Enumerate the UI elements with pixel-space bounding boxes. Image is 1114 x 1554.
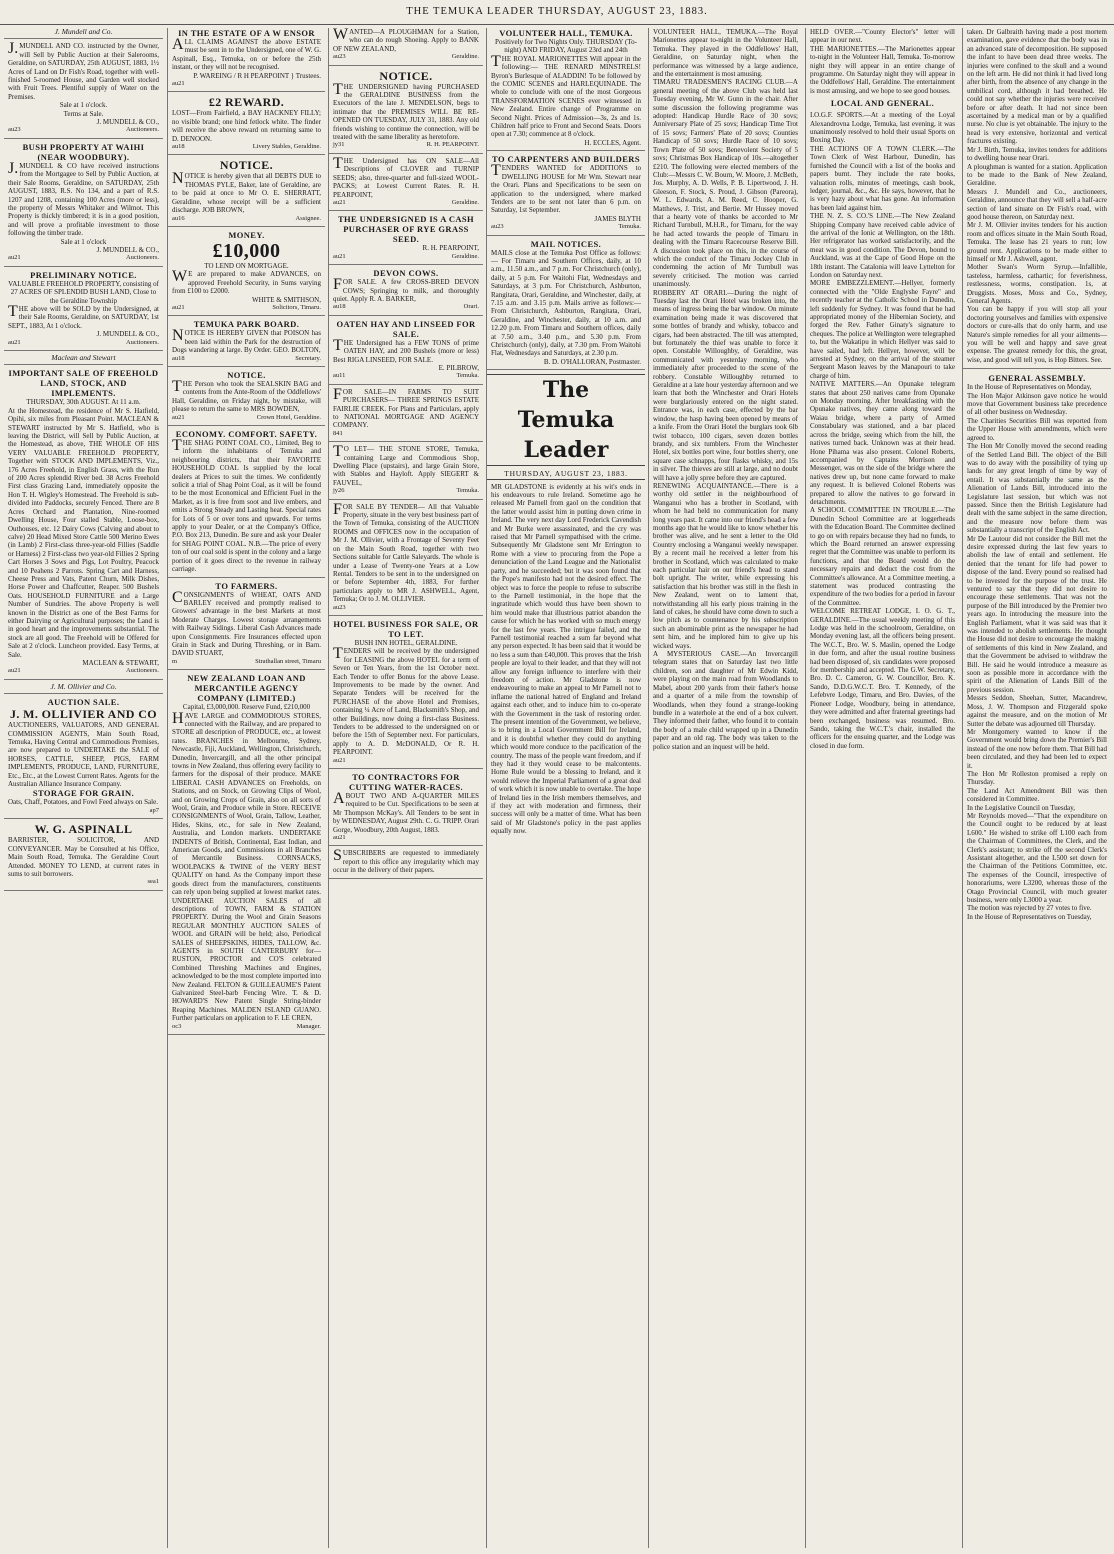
ad-footer — [333, 253, 479, 261]
news-paragraph: WELCOME RETREAT LODGE, I. O. G. T., GERALDINE.—The usual weekly meeting of this Lodge was held in the schoolroom, Geraldine, on Monday evening last, all the officers being present. The W.C.T., Bro. W. S. Maslin, opened the Lodge in due form, and after the usual routine business had been disposed of, six candidates were proposed for membership and accepted. The G.W. Secretary, Bro. D. C. Cameron, G. W. Councillor, Bro. K. Sando, D.D.G.W.C.T. Bro. T. Kennedy, of the Lefebvre Lodge, Timaru, and Bro. Davies, of the Pioneer Lodge, Woodbury, being in attendance, they were admitted and after fraternal greetings had been exchanged, business was resumed. Bro. Sando, taking the W.C.T.'s chair, installed the officers for the ensuing quarter, and the Lodge was closed in due form. — [810, 607, 955, 750]
ad-body: THE Undersigned has ON SALE—All Descriptions of CLOVER and TURNIP SEEDS; also, three-quarter and full-sized WOOL-PACKS; at Lowest Current Rates. R. H. PEARPOINT, — [333, 154, 479, 199]
ad-title: IMPORTANT SALE OF FREEHOLD LAND, STOCK, AND IMPLEMENTS. — [8, 368, 159, 399]
ad-body: ABOUT TWO AND A-QUARTER MILES required to be Cut. Specifications to be seen at Mr Thompson McKay's. All Tenders to be sent in by WEDNESDAY, August 29th. C. G. TRIPP. Orari Gorge, Woodbury, 20th August, 1883. — [333, 790, 479, 834]
ad-role: Geraldine. — [451, 252, 479, 260]
ad-code: au23 — [333, 603, 346, 611]
column-2 — [167, 28, 325, 1548]
ad-body: WANTED—A PLOUGHMAN for a Station, who can do rough Shoeing. Apply to BANK OF NEW ZEALAND, — [333, 28, 479, 53]
ad-body: TENDERS will be received by the undersigned for LEASING the above HOTEL for a term of Seven or Ten Years, from the 1st October next. Each Tender to offer Bonus for the above Lease. Improvements to be made by the owner. And Separate Tenders will be received for the PURCHASE of the above Hotel and Premises, containing ¼ Acre of Land, Blacksmith's Shop, and other Buildings, now doing a first-class Business. Tenders to be addressed to the undersigned on or before the 15th of September next. For particulars, apply to A. D. McDONALD, Or R. H. PEARPOINT. — [333, 645, 479, 757]
news-paragraph: In the House of Representatives on Monday, — [967, 383, 1092, 392]
ad-role: Temuka. — [456, 487, 479, 495]
ad-code: au23 — [8, 126, 21, 134]
ad-code: au18 — [333, 303, 346, 311]
ad-footer — [172, 414, 321, 422]
ad-code: au23 — [491, 223, 504, 231]
ad-body: FOR SALE—IN FARMS TO SUIT PURCHASERS— THREE SPRINGS ESTATE FAIRLIE CREEK. For Plans and Particulars, apply to NATIONAL MORTGAGE AND AGENCY COMPANY. — [333, 385, 479, 430]
advertisement — [329, 69, 483, 154]
news-paragraph: THE N. Z. S. CO.'S LINE.—The New Zealand Shipping Company have received cable advice of the arrival of the Ionic at Wellington, on the 18th. Her refrigerator has worked satisfactorily, and the meat was in good condition. The Devon, bound to Auckland, was at the Cape of Good Hope on the 18th instant. The Catalonia will leave Lyttelton for London on Saturday next. — [810, 212, 955, 279]
advertisement — [168, 429, 325, 578]
ad-title: TO CARPENTERS AND BUILDERS — [492, 154, 640, 165]
ad-title: OATEN HAY AND LINSEED FOR SALE. — [336, 318, 476, 339]
ad-body: CONSIGNMENTS of WHEAT, OATS AND BARLEY received and promptly realised to Growers' advantage in the best Markets at most Moderate Charges. Lowest storage arrangements with Railway Sidings. Liberal Cash Advances made upon Consignments. Fire Insurances effected upon Grain in Stack and During Threshing, or in Barn. DAVID STUART, — [172, 588, 321, 658]
ad-body: ALL CLAIMS AGAINST the above ESTATE must be sent in to the Undersigned, one of W. G. Aspinall, Esq., Temuka, on or before the 25th instant, or they will not be recognised. — [172, 36, 321, 72]
advertisement — [329, 214, 483, 265]
ad-signature: R. H. PEARPOINT, — [422, 244, 479, 253]
ad-title: NEW ZEALAND LOAN AND MERCANTILE AGENCY COMPANY (LIMITED.) — [187, 673, 306, 704]
news-paragraph: NATIVE MATTERS.—An Opunake telegram states that about 250 natives came from Opunake on Monday morning. After breakfasting with the Opunake natives, they came along toward the Waiau bridge, where a party of Armed Constabulary was stationed, and a bar placed across the bridge, seeing which from the hill, the natives turned back. Unknown was at their head. Hone Pihama was also present. Colonel Roberts, accompanied by Captains Morrison and Messenger, was on the side of the bridge where the natives drew up, but none came forward to make any request. It is believed Colonel Roberts was prepared to allow the natives to go forward in detachments. — [810, 380, 955, 506]
ad-body: TENDERS WANTED for ADDITIONS to DWELLING HOUSE for Mr Wm. Stewart near the Orari. Plans and Specifications to be seen on application to the undersigned, where marked Tenders are to be sent not later than 6 p.m. on Saturday, 1st September. — [491, 162, 641, 215]
ad-name: W. G. ASPINALL — [34, 822, 133, 837]
ad-footer — [333, 53, 479, 61]
ad-footer — [172, 80, 321, 88]
ad-title: £2 REWARD. — [208, 95, 285, 110]
news-paragraph: MORE EMBEZZLEMENT.—Hellyer, formerly connected with the "Olde Englyshe Fayre" and recently teacher at the Catholic School in Dunedin, left suddenly for Sydney. It was found that he had appropriated money of the Hibernian Society, and forged the Rev. Father Ginaty's signature to cheques. The police at Wellington were telegraphed to, but the Wakatipu in which Hellyer was said to have sailed, had left. Hellyer, however, will be arrested at Sydney, on the arrival of the steamer Sergeant Mason leaves by the Manapouri to take charge of him. — [810, 279, 955, 380]
ad-code: au21 — [333, 756, 346, 764]
news-paragraph: Messrs J. Mundell and Co., auctioneers, Geraldine, announce that they will sell a half-acre section of land situate on Dr Fish's road, with good house thereon, on Saturday next. — [967, 187, 1107, 221]
ad-body: HAVE LARGE and COMMODIOUS STORES, connected with the Railway, and are prepared to STORE all description of PRODUCE, etc., at lowest rates. BRANCHES in Melbourne, Sydney, Newcastle, Fiji, Auckland, Wellington, Christchurch, Dunedin, Invercargill, and all the other principal towns in New Zealand, thus offering every facility to farmers for the disposal of their produce. MAKE LIBERAL CASH ADVANCES on Freeholds, on Stations, and on Stock, on Growing Clips of Wool, and on Growing Crops of Grain, also on all sorts of Wool, Grain, and Produce while in Store. RECEIVE CONSIGNMENTS of Wool, Grain, Tallow, Leather, Hides, Skins, etc., for sale in New Zealand, Australia, and London markets. UNDERTAKE INDENTS of British, Continental, East Indian, and American Goods, and Commissions in all Branches of Mercantile Business. CORNSACKS, WOOLPACKS & TWINE of the VERY BEST QUALITY on hand. As the Company import these goods direct from the manufacturers, constituents can rely upon being supplied at lowest market rates. UNDERTAKE AUCTION SALES of all descriptions of TOWN, FARM & STATION PROPERTY. During the Wool and Grain Seasons REGULAR MONTHLY AUCTION SALES of WOOL and GRAIN will be held; also, Periodical SALES of SHEEPSKINS, HIDES, TALLOW, &c. AGENTS in SOUTH CANTERBURY for— RUSTON, PROCTOR and CO'S celebrated Combined Threshing Machines and Engines, acknowledged to be the most complete imported into New Zealand. FELTON & GUILLEAUME'S Patent Galvanized Steel-barb Fencing Wire. T. & D. HOWARD'S New Patent Single String-binder Reaping Machines. MALDEN ISLAND GUANO. Further particulars on application to F. LE CREN, — [172, 709, 321, 1023]
ad-title: TO CONTRACTORS FOR CUTTING WATER-RACES. — [349, 772, 463, 793]
ad-role: Crown Hotel, Geraldine. — [256, 413, 321, 421]
ad-body: SUBSCRIBERS are requested to immediately report to this office any irregularity which may occur in the delivery of their papers. — [333, 847, 479, 875]
ad-code: jy26 — [333, 487, 345, 495]
column-5 — [648, 28, 802, 1548]
news-paragraph: The Hon Mr Rolleston promised a reply on Thursday. — [967, 769, 1107, 787]
ad-code: au21 — [333, 198, 346, 206]
ad-title: ECONOMY. COMFORT. SAFETY. — [175, 429, 318, 439]
ad-note: Sale at 1 o'clock — [60, 237, 107, 246]
divider — [963, 368, 1111, 369]
ad-title: VOLUNTEER HALL, TEMUKA. — [499, 28, 633, 38]
news-paragraph: taken. Dr Galbraith having made a post mortem examination, gave evidence that the body was in an advanced state of decomposition. He supposed the infant to have been dead three weeks. The injuries were confined to the skull and a wound on the left arm. He did not think it had lived long after birth, from the absence of any change in the umbilical cord, although it had breathed. He could not say whether the injuries were received before or after death. It had not since been ascertained by a medical man or by a qualified nurse. No clue is yet obtainable. The injury to the head is very extensive, horizontal and vertical fractures existing. — [967, 28, 1107, 146]
ad-title: MAIL NOTICES. — [530, 238, 602, 249]
advertisement — [4, 822, 163, 890]
ad-code: ap7 — [149, 806, 159, 814]
ad-footer — [8, 254, 159, 262]
ad-signature: J. MUNDELL & CO., — [96, 330, 159, 339]
news-paragraph: Mr J. M. Ollivier invites tenders for his auction room and offices situate in the Main South Road, Temuka. The lease has 21 years to run; low ground rent. Applications to be made either to himself or Mr J. Ashwell, agent. — [967, 221, 1107, 263]
ad-body: TO LET— THE STONE STORE, Temuka, containing Large and Commodious Shop, Dwelling Place (upstairs), and large Grain Store, with Stables and Hayloft. Apply SIEGERT & FAUVEL, — [333, 443, 479, 487]
ad-code: au21 — [172, 413, 185, 421]
news-paragraph: Mother Swan's Worm Syrup.—Infallible, tasteless, harmless, cathartic; for feverishness, restlessness, worms, constipation. 1s, at Druggists. Moses, Moss and Co., Sydney, General Agents. — [967, 263, 1107, 305]
ad-title: IN THE ESTATE OF A W ENSOR — [178, 28, 315, 38]
news-paragraph: The Land Act Amendment Bill was then considered in Committee. — [967, 786, 1107, 804]
advertisement — [4, 697, 163, 819]
ad-code: 841 — [333, 429, 343, 437]
ad-code: oc3 — [172, 1022, 182, 1030]
ad-signature: E. PILBROW, — [438, 363, 479, 372]
ad-title: MONEY. — [228, 229, 265, 240]
news-paragraph: The Hon Major Atkinson gave notice he would move that Government business take precedence of all other business on Wednesday. — [967, 391, 1107, 417]
ad-footer — [8, 126, 159, 134]
advertisement — [168, 95, 325, 155]
ad-role: Auctioneers. — [125, 126, 159, 134]
ad-code: au21 — [172, 303, 185, 311]
news-paragraph: ROBBERY AT ORARI.—During the night of Tuesday last the Orari Hotel was broken into, the means of ingress being the bar window. On minute examination being made it was discovered that some bottles of brandy and whisky, tobacco and cigars, had been abstracted. The till was attempted, but fortunately the thief was unable to force it open. Constable Willoughby, of Geraldine, was communicated with yesterday morning, who immediately after proceeded to the scene of the robbery. Constable Willoughby returned to Geraldine at a late hour yesterday afternoon and we learn that both the Winchester and Orari Hotels were burglariously entered on the night stated. Entrance was, in each case, effected by the bar window, the hasp having been opened by means of a knife. From the Orari Hotel the burglars took 6lb twist tobacco, 100 cigars, seven dozen bottles brandy, and six tumblers. From the Winchester Hotel, six bottles port wine, four bottles sherry, one square case schnapps, four flasks whisky, and 15s in silver. The thieves are still at large, and no doubt will have a jolly spree before they are captured. — [653, 288, 798, 482]
advertisement — [329, 772, 483, 846]
ad-title: PRELIMINARY NOTICE. — [30, 269, 137, 280]
ad-footer — [172, 143, 321, 151]
ad-role: Strathallan street, Timaru — [255, 657, 321, 665]
ad-body: J.MUNDELL & CO have received instructions from the Mortgagee to Sell by Public Auction, at their Sale Rooms, Geraldine, on SATURDAY, 25th AUGUST, 1883, R.S. No 134, and a part of R.S. 1207 and 1208, containing 100 Acres (more or less), the property of Messrs Whitaker and Wilmot. This Property is thickly timbered; it is in a good position, and will prove a profitable investment to those following the timber trade. — [8, 159, 159, 238]
ad-subtitle: Positively for Two Nights Only. THURSDAY (To-night) AND FRIDAY, August 23rd and 24th — [495, 38, 637, 55]
ad-code: m — [172, 657, 178, 665]
ad-footer — [333, 487, 479, 495]
news-paragraph: A ploughman is wanted for a station. Application to be made to the Bank of New Zealand, Geraldine. — [967, 162, 1107, 188]
ad-role: Manager. — [296, 1022, 321, 1030]
ad-code: jy31 — [333, 141, 345, 149]
auctioneer-signature: J. M. Ollivier and Co. — [4, 683, 163, 694]
ad-title: NOTICE. — [227, 369, 266, 380]
ad-footer — [172, 304, 321, 312]
newspaper-nameplate: The Temuka Leader — [487, 374, 645, 466]
news-paragraph: A MYSTERIOUS CASE.—An Invercargill telegram states that on Saturday last two little children, son and daughter of Mr Edwin Kidd, were playing on the main road from Woodlands to Mabel, about 200 yards from their father's house and a quarter of a mile from the township of Woodlands, when they found a strange-looking bundle in a waterhole at the end of a box culvert. They informed their father, who found it to contain the body of a male child wrapped up in a Dunedin paper and an old rag. The body was taken to the police station and an inquest will be held. — [653, 650, 798, 751]
ad-note: Sale at 1 o'clock. — [59, 101, 108, 110]
ad-footer — [172, 658, 321, 666]
ad-code: au21 — [333, 834, 346, 842]
ad-body: FOR SALE. A few CROSS-BRED DEVON COWS; Springing to milk, and thoroughly quiet. Apply R. A. BARKER, — [333, 276, 479, 303]
column-7 — [962, 28, 1111, 1548]
ad-role: Temuka. — [618, 223, 641, 231]
column-3 — [328, 28, 483, 1548]
advertisement — [168, 370, 325, 426]
ad-footer — [172, 1023, 321, 1031]
news-paragraph: I.O.G.F. SPORTS.—At a meeting of the Loyal Alexandrovna Lodge, Temuka, last evening, it was unanimously resolved to hold their usual Sports on Boxing Day. — [810, 111, 955, 145]
ad-footer — [333, 604, 479, 612]
advertisement — [4, 42, 163, 138]
leading-article: MR GLADSTONE is evidently at his wit's ends in his endeavours to rule Ireland. Sometime ago he released Mr Parnell from gaol on the condition that the latter would assist him in putting down crime in Ireland. The very next day Lord Frederick Cavendish and Mr Burke were assassinated, and the cry was raised that Mr Parnell sympathised with the crime. Subsequently Mr Gladstone sent Mr Errington to Rome with a view to procuring from the Pope a denunciation of the Land League and the Nationalist party, and he succeeded; but it was soon found that the Pope's manifesto had not the desired effect. The object was to force the people to refuse to subscribe to the Parnell testimonial, in the hope that the ingratitude which would thus have been shown to him would make that illustrious patriot abandon the cause for which he has worked with so much energy for the last few years. The intrigue failed, and the Parnell testimonial reached a sum far beyond what any person expected. It has been said that it would be no less a sum than £40,000. This proves that the Irish people are loyal to their leader, and that they will not allow any foreign influence to interfere with their freedom of action. Mr Gladstone is now endeavouring to make an appeal to Mr Parnell not to inflame the national hatred of England and Ireland against each other, and to induce him to co-operate with the Government in the task of restoring order. The present intention of the Government, we believe, is to bring in a Local Government Bill for Ireland, and it is doubtful whether they could do anything which would more conduce to the pacification of the country. The mass of the people want freedom, and if they had it they would cease to be malcontents. Home Rule would be a blessing to Ireland, and it would relieve the Imperial Parliament of a great deal of work which it is now unable to overtake. The hope of Ireland lies in the Irish members themselves, and if they act with moderation and firmness, their success will only be a matter of time. What has been said of Mr Gladstone's policy in the past applies equally now. — [491, 482, 641, 836]
auctioneer-signature: Maclean and Stewart — [4, 354, 163, 365]
issue-dateline: THURSDAY, AUGUST 23, 1883. — [487, 470, 645, 479]
ad-code: au23 — [333, 53, 346, 61]
ad-title: TO FARMERS. — [215, 580, 278, 591]
ad-code: au21 — [8, 667, 21, 675]
advertisement — [329, 319, 483, 385]
ad-footer — [333, 757, 479, 765]
ad-title: AUCTION SALE. — [47, 697, 120, 708]
column-6 — [805, 28, 959, 1548]
ad-code: au18 — [172, 143, 185, 151]
ad-body: J.MUNDELL AND CO. instructed by the Owner, will Sell by Public Auction at their Salerooms, Geraldine, on SATURDAY, 25th AUGUST, 1883, 1½ Acres of Land on Dr Fish's Road, together with well-finished 5-roomed House, and Garden well stocked with Fruit Trees. Plentiful supply of Water on the Premises. — [8, 40, 159, 101]
ad-code: au11 — [333, 372, 346, 380]
ad-role: Orari. — [463, 303, 479, 311]
ad-subtitle: VALUABLE FREEHOLD PROPERTY, consisting of 27 ACRES OF SPLENDID BUSH LAND, Close to the Geraldine Township — [8, 279, 159, 305]
advertisement — [329, 385, 483, 442]
ad-code: au21 — [8, 338, 21, 346]
news-paragraph: TIMARU TRADESMEN'S RACING CLUB.—A general meeting of the above Club was held last Tuesday evening, Mr W. Gunn in the chair. After some discussion the following programme was adopted: Handicap Hurdle Race of 30 sovs; Anniversary Plate of 25 sovs; Handicap Time Trot of 15 sovs; Farmers' Plate of 20 sovs; Counties Handicap of 50 sovs; Hurdle Race of 10 sovs; Town Plate of 50 sovs; Benevolent Society of 5 sovs; Christmas Box Handicap of 10s.—altogether £210. The following were elected members of the Club:—Messrs C. W. Bourn, W. Moore, J. McBeth, Jos. Murphy, A. D. Wells, P. B. Lipertwood, J. H. Gleeson, F. Stock, S. Proud, J. Gibson (Pareora), W. L. Edwards, A. M. Reed, C. Hooper, G. Matthews, J. Trist, and Bertie. Mr Hussey moved that a hearty vote of thanks be accorded to Mr Richard Turnbull, M.H.R., for Timaru, for the way he had acted towards the people of Timaru in dealing with the Timaru Racecourse Reserve Bill. A discussion took place on this, in the course of which the conduct of the Timaru Jockey Club in condemning the action of Mr Turnbull was severely criticised. The motion was carried unanimously. — [653, 78, 798, 289]
ad-subtitle: BUSH INN HOTEL, GERALDINE. — [354, 638, 458, 647]
ad-footer — [333, 372, 479, 380]
section-heading: GENERAL ASSEMBLY. — [988, 373, 1086, 384]
ad-signature: B. D. O'HALLORAN, Postmaster. — [543, 357, 641, 366]
ad-signature: H. ECCLES, Agent. — [584, 138, 641, 147]
advertisement — [168, 581, 325, 671]
ad-signature: J. MUNDELL & CO., — [96, 118, 159, 127]
ad-role: Solicitors, Timaru. — [272, 303, 321, 311]
ad-body: THE Undersigned has a FEW TONS of prime OATEN HAY, and 200 Bushels (more or less) Best RIGA LINSEED, FOR SALE. — [333, 336, 479, 364]
news-paragraph: THE ACTIONS OF A TOWN CLERK.—The Town Clerk of West Harbour, Dunedin, has furnished the Council with a list of the books and papers burnt. They include the rate books, valuation rolls, minutes of meetings, cash book, ledger, journal, &c., &c. He says, however, that he is very hazy about what has gone. An information has been laid against him. — [810, 144, 955, 212]
advertisement — [168, 319, 325, 367]
news-paragraph: In the House of Representatives on Tuesday, — [967, 912, 1092, 921]
news-paragraph: The motion was rejected by 27 votes to five. — [967, 904, 1092, 913]
news-paragraph: Messrs Seddon, Sheehan, Sutter, Macandrew, Moss, J. W. Thompson and Fitzgerald spoke against the measure, and on the motion of Mr Sutter the debate was adjourned till Thursday. — [967, 694, 1107, 728]
advertisement — [168, 230, 325, 316]
ad-footer — [333, 303, 479, 311]
ad-title: DEVON COWS. — [373, 268, 439, 279]
ad-body: THE UNDERSIGNED having PURCHASED the GERALDINE BUSINESS from the Executors of the late J. MENDELSON, begs to intimate that the PREMISES WILL BE RE-OPENED ON TUESDAY, JULY 31, 1883. Any old friends wishing to continue the connection, will be treated with the same liberality as heretofore. — [333, 80, 479, 142]
advertisement — [329, 28, 483, 66]
ad-signature: MACLEAN & STEWART, — [82, 659, 159, 667]
ad-date: THURSDAY, 30th AUGUST. At 11 a.m. — [26, 398, 141, 407]
advertisement — [487, 239, 645, 371]
ad-body: At the Homestead, the residence of Mr S. Hatfield, Opihi, six miles from Pleasant Point. MACLEAN & STEWART instructed by Mr S. Hatfield, who is leaving the District, will Sell by Public Auction, at the Homestead, as above, THE WHOLE OF HIS VERY VALUABLE FREEHOLD PROPERTY, Together with STOCK AND IMPLEMENTS, Viz., 176 Acres Freehold, in English Grass, with the Run of 200 Acres splendid River bed. 38 Acres Freehold First class Grazing Land, immediately opposite the Hon T. H. Wigley's Homestead. The Freehold is sub-divided into Paddocks, securely Fenced. There are 8 Acres Orchard and Plantation, Nine-roomed Dwelling House, Four stalled Stable, Loose-box, Outhouses, etc. 12 Dairy Cows (Calving and about to calve) 20 Head Mixed Store Cattle 500 Merino Ewes (in Lamb) 2 First-class three-year-old Fillies (Saddle or Harness) 2 First-class two year-old Fillies 2 Spring Cart Horses 3 Sows and Pigs, Lot Poultry, Peacock and 10 Peahens 2 Parrots. Spring Cart and Harness, Cheese Press and Vats, Patent Churn, Milk Dishes, Horse Power and Chaffcutter, Reaper. 500 Bushels Oats. HOUSEHOLD FURNITURE and a Large Number of Sundries. The above Property is well known in the District as one of the Best Farms for either Dairying or Agricultural purposes; the Land is in good heart and the improvements substantial. The stock are all good. The Freehold will be Offered for Sale at 2 o'clock. Luncheon provided. Easy Terms, at Sale. — [8, 406, 159, 659]
ad-code: au16 — [172, 214, 185, 222]
ad-role: Livery Stables, Geraldine. — [252, 143, 321, 151]
ad-title: HOTEL BUSINESS FOR SALE, OR TO LET. — [333, 618, 479, 639]
ad-footer — [333, 141, 479, 149]
news-paragraph: RENEWING ACQUAINTANCE.—There is a worthy old settler in the neighbourhood of Wanganui who has a brother in Scotland, with whom he had held no communication for many long years past. It came into our friend's head a few months ago that he would like to know whether his brother was alive, and he sent a letter to the Old Country enclosing a Wanganui weekly newspaper. By a recent mail he received a letter from his brother in Scotland, which was calculated to make each particular hair on our friend's head to stand bolt upright. The writer, while expressing his satisfaction that his brother was still in the flesh in New Zealand, went on to lament that, notwithstanding all his early pious training in the land of cakes, he should have come down to such a low pitch as to countenance by his subscription such an abominable print as the newspaper he had sent him, and he implored him to give up his wicked ways. — [653, 481, 798, 650]
news-paragraph: The Charities Securities Bill was reported from the Upper House with amendments, which were agreed to. — [967, 416, 1107, 442]
auctioneer-signature: J. Mundell and Co. — [4, 28, 163, 39]
ad-signature: WHITE & SMITHSON, — [251, 295, 321, 304]
ad-body: THE ROYAL MARIONETTES Will appear in the following:— THE RENARD MINSTRELS! Byron's Burlesque of ALADDIN! To be followed by the COMIC SCENES and HARLEQUINADE. The whole to conclude with one of the most Gorgeous TRANSFORMATION SCENES ever witnessed in New Zealand. Entire change of Programme on Second Night. Prices of Admission—3s, 2s and 1s. Children half price to Front and Second Seats. Doors open at 7.30; commence at 8 o'clock. — [491, 52, 641, 139]
ad-signature: JAMES BLYTH — [594, 214, 641, 223]
ad-title: NOTICE. — [219, 158, 274, 173]
ad-body: LOST—From Fairfield, a BAY HACKNEY FILLY; no visible brand; one hind fetlock white. The finder will receive the above reward on returning same to D. DENOON. — [172, 109, 321, 143]
advertisement — [329, 154, 483, 211]
ad-footer — [333, 834, 479, 842]
page-masthead: THE TEMUKA LEADER THURSDAY, AUGUST 23, 1883. — [0, 0, 1114, 25]
advertisement — [329, 500, 483, 616]
ad-title: TEMUKA PARK BOARD. — [193, 319, 300, 330]
ad-footer — [8, 667, 159, 675]
column-4 — [486, 28, 645, 1548]
ad-role: Temuka. — [456, 372, 479, 380]
ad-body: THE SHAG POINT COAL CO., Limited, Beg to inform the inhabitants of Temuka and neighbouring districts, that their FAVORITE HOUSEHOLD COAL Is supplied by the local dealers at Prices to suit the times. We confidently solicit a trial of Shag Point Coal, as it will be found to be the most Economical and Efficient Fuel in the Market, as it is free from soot and live embers, and emits a Strong Steady and Lasting heat. Special rates for Lots of 5 or over tons and upwards. For terms apply to your Dealer, or at the Company's Office, P.O. Box 213, Dunedin. Be sure and ask your Dealer for SHAG POINT COAL. N.B.—The price of every ton of our coal sold is spent in the colony and a large portion of it goes direct to the revenue in railway carriage. — [172, 437, 321, 574]
ad-code: au21 — [172, 80, 185, 88]
ad-title: BUSH PROPERTY AT WAIHI (NEAR WOODBURY). — [22, 141, 145, 162]
news-paragraph: VOLUNTEER HALL, TEMUKA.—The Royal Marionettes appear to-night in the Volunteer Hall, Temuka. They played in the Oddfellows' Hall, Geraldine, on Saturday night, when the performance was witnessed by a large audience, and the entertainment is most amusing. — [653, 28, 798, 79]
ad-footer — [8, 807, 159, 815]
advertisement — [4, 142, 163, 267]
advertisement — [4, 368, 163, 679]
ad-name: J. M. OLLIVIER AND CO — [9, 707, 158, 722]
ad-title: NOTICE. — [379, 68, 433, 83]
ad-code: au21 — [8, 254, 21, 262]
ad-body: FOR SALE BY TENDER— All that Valuable Property, situate in the very best business part of the Town of Temuka, consisting of the AUCTION ROOMS and OFFICES now in the occupation of Mr J. M. Ollivier, with a Frontage of Seventy Feet on the Main South Road, together with two Sections suitable for Cattle Saleyards. The whole is under a Lease of Twenty-one Years at a Low Rental. Tenders to be sent in to the undersigned on or before September 4th, 1883, For further particulars apply to MR J. ASHWELL, Agent, Temuka; Or to J. M. OLLIVIER. — [333, 500, 479, 604]
news-paragraph: The Hon Mr Conolly moved the second reading of the Settled Land Bill. The object of the Bill was to do away with the possibility of tying up lands for any great length of time by way of entail. It was substantially the same as the Alienation of Lands Bill, introduced into the Legislature last session, but which was not passed. Since then the British Legislature had dealt with the same subject in the same direction, and the measure now before them was substantially a transcript of the English Act. — [967, 442, 1107, 535]
ad-body: THE above will be SOLD by the Undersigned, at their Sale Rooms, Geraldine, on SATURDAY, 1st SEPT., 1883, At 1 o'clock. — [8, 302, 159, 330]
news-paragraph: A SCHOOL COMMITTEE IN TROUBLE.—The Dunedin School Committee are at loggerheads with the Education Board. The Committee declined to go on with repairs because they had no funds, to which the Board returned an answer expressing regret that the Committee was unable to perform its functions, and that the Board would do the necessary repairs and deduct the cost from the Committee's allowance. At a Committee meeting, a statement was produced contrasting the expenditure of the two bodies for a period in favour of the Committee. — [810, 506, 955, 607]
ad-footer — [8, 878, 159, 886]
advertisement — [168, 158, 325, 226]
advertisement — [168, 673, 325, 1035]
ad-subtitle: Capital, £3,000,000. Reserve Fund, £210,000 — [182, 703, 311, 712]
news-paragraph: THE MARIONETTES.—The Marionettes appear to-night in the Volunteer Hall, Temuka. To-morrow night they will appear in an entire change of programme. On Saturday night they will appear in the Oddfellows' Hall, Geraldine. The entertainment is most amusing, and we hope to see good houses. — [810, 44, 955, 95]
advertisement — [487, 154, 645, 235]
advertisement — [487, 28, 645, 151]
ad-footer — [172, 355, 321, 363]
advertisement — [329, 619, 483, 769]
ad-role: Assignee. — [295, 214, 321, 222]
ad-title: THE UNDERSIGNED IS A CASH PURCHASER OF RYE GRASS SEED. — [337, 214, 475, 245]
advertisement — [4, 270, 163, 351]
ad-code: au21 — [333, 252, 346, 260]
column-1 — [4, 28, 163, 1548]
advertisement — [329, 268, 483, 316]
ad-amount: £10,000 — [212, 239, 281, 262]
ad-footer — [333, 430, 479, 438]
ad-footer — [491, 223, 641, 231]
ad-signature: P. WAREING / R H PEARPOINT } Trustees. — [193, 71, 321, 80]
ad-role: Secretary. — [295, 354, 321, 362]
ad-role: Auctioneers. — [125, 338, 159, 346]
ad-role: Geraldine. — [451, 198, 479, 206]
ad-terms: Terms at Sale. — [63, 109, 104, 118]
ad-role: Geraldine. — [451, 53, 479, 61]
ad-subtitle: TO LEND ON MORTGAGE. — [204, 261, 289, 270]
ad-code: au18 — [172, 354, 185, 362]
ad-signature: J. MUNDELL & CO., — [96, 245, 159, 254]
section-heading: LOCAL AND GENERAL. — [830, 98, 935, 109]
ad-body: BARRISTER, SOLICITOR, AND CONVEYANCER. May be Consulted at his Office, Main South Road, Temuka. The Geraldine Court Attended. MONEY TO LEND, at current rates in sums to suit borrowers. — [8, 836, 159, 878]
ad-role: Auctioneers. — [125, 667, 159, 675]
advertisement — [168, 28, 325, 92]
ad-body: NOTICE IS HEREBY GIVEN that POISON has been laid within the Park for the destruction of Dogs wandering at large. By Order. GEO. BOLTON, — [172, 327, 321, 355]
news-paragraph: HELD OVER.—"County Elector's" letter will appear in our next. — [810, 28, 955, 45]
ad-footer — [333, 199, 479, 207]
ad-subtitle: STORAGE FOR GRAIN. — [32, 788, 135, 799]
ad-body: AUCTIONEERS, VALUATORS, AND GENERAL COMMISSION AGENTS, Main South Road, Temuka, Having Central and Commodious Premises, are now prepared to UNDERTAKE the SALE of HORSES, CATTLE, SHEEP, PIGS, FARM IMPLEMENTS, PRODUCE, LAND, FURNITURE, Etc., Etc., at the Lowest Current Rates. Agents for the Australian Alliance Insurance Company. — [8, 721, 159, 789]
ad-role: Auctioneers. — [125, 254, 159, 262]
advertisement — [329, 445, 483, 499]
ad-body: NOTICE is hereby given that all DEBTS DUE to THOMAS PYLE, Baker, late of Geraldine, are to be paid at once to Mr O. E. SHERRATT, Geraldine, whose receipt will be a sufficient discharge. JOB BROWN, — [172, 170, 321, 215]
ad-note: Oats, Chaff, Potatoes, and Fowl Feed always on Sale. — [8, 798, 158, 807]
ad-role: R. H. PEARPOINT. — [426, 141, 479, 149]
advertisement — [329, 849, 483, 878]
news-paragraph: You can be happy if you will stop all your doctoring yourselves and families with expensive doctors or cure-alls that do only harm, and use Nature's simple remedies for all your ailments—you will be well and happy and save great expense. The greatest remedy for this, the great, wise, and good will tell you, is Hop Bitters. See. — [967, 305, 1107, 364]
ad-code: sea1 — [147, 878, 159, 886]
news-paragraph: Mr De Lautour did not consider the Bill met the desire expressed during the last few years to abolish the law of entail and settlement. He denied that the tenant for life had power to dispose of the land. Every pound so realised had to be invested for the purpose of the trust. He ventured to say that they did not desire to encourage these settlements. That was not the purpose of the Bill introduced by the Premier two years ago. In introducing the measure into the English Parliament, what it was said was that it was intended to abolish settlements. He thought the House did not desire to encourage the making of settlements of this kind in New Zealand, and that the Government be advised to withdraw the Bill. He said he would introduce a measure as soon as possible more in accordance with the spirit of the Alienation of Lands Bill of the previous session. — [967, 534, 1107, 694]
ad-body: THE Person who took the SEALSKIN BAG and contents from the Ante-Room of the Oddfellows' Hall, Geraldine, on Friday night, by mistake, will please to return the same to MRS BOWDEN, — [172, 377, 321, 414]
ad-footer — [8, 339, 159, 347]
news-paragraph: Mr Reynolds moved—"That the expenditure on the Council ought to be reduced by at least L600." He wished to strike off L100 each from the Chairman of Committees, the Clerk, and the Clerk's assistant; to strike off the second Clerk's Assistant altogether, and the L500 set down for the Chairman of the Petitions Committee, etc. The expenses of the Council, irrespective of honorariums, were L3200, whereas those of the Otago Provincial Council, with much greater business, were only L3000 a year. — [967, 811, 1107, 905]
ad-footer — [172, 215, 321, 223]
ad-body: MAILS close at the Temuka Post Office as follows:— For Timaru and Southern Offices, daily, at 10 a.m., 11.50 a.m., and 7 p.m. For Christchurch (only), daily, at 5 p.m. For Waitohi Flat, Wednesdays and Saturdays, at 3 p.m. For Christchurch, Ashburton, Rangitata, Orari, Geraldine, and Winchester, daily, at 7.15 a.m. and 3.15 p.m. Mails arrive as follows:— From Christchurch, Ashburton, Rangitata, Orari, Geraldine, and Winchester, daily, at 10 a.m. and 12.20 p.m. From Timaru and Southern offices, daily at 7.50 a.m., 3.40 p.m., and 5.30 p.m. From Christchurch (only), daily, at 7.30 pm. From Waitohi Flat, Wednesdays and Saturdays, at 2.30 p.m. — [491, 248, 641, 358]
ad-body: WE are prepared to make ADVANCES, on approved Freehold Security, in Sums varying from £100 to £2000. — [172, 268, 321, 296]
news-paragraph: In the Legislative Council on Tuesday, — [967, 803, 1076, 812]
news-paragraph: Mr J. Birth, Temuka, invites tenders for additions to dwelling house near Orari. — [967, 145, 1107, 163]
news-paragraph: Mr Montgomery wanted to know if the Government would bring down the Premier's Bill instead of the one now before them. That Bill had been circulated, and they had been led to expect it. — [967, 727, 1107, 770]
